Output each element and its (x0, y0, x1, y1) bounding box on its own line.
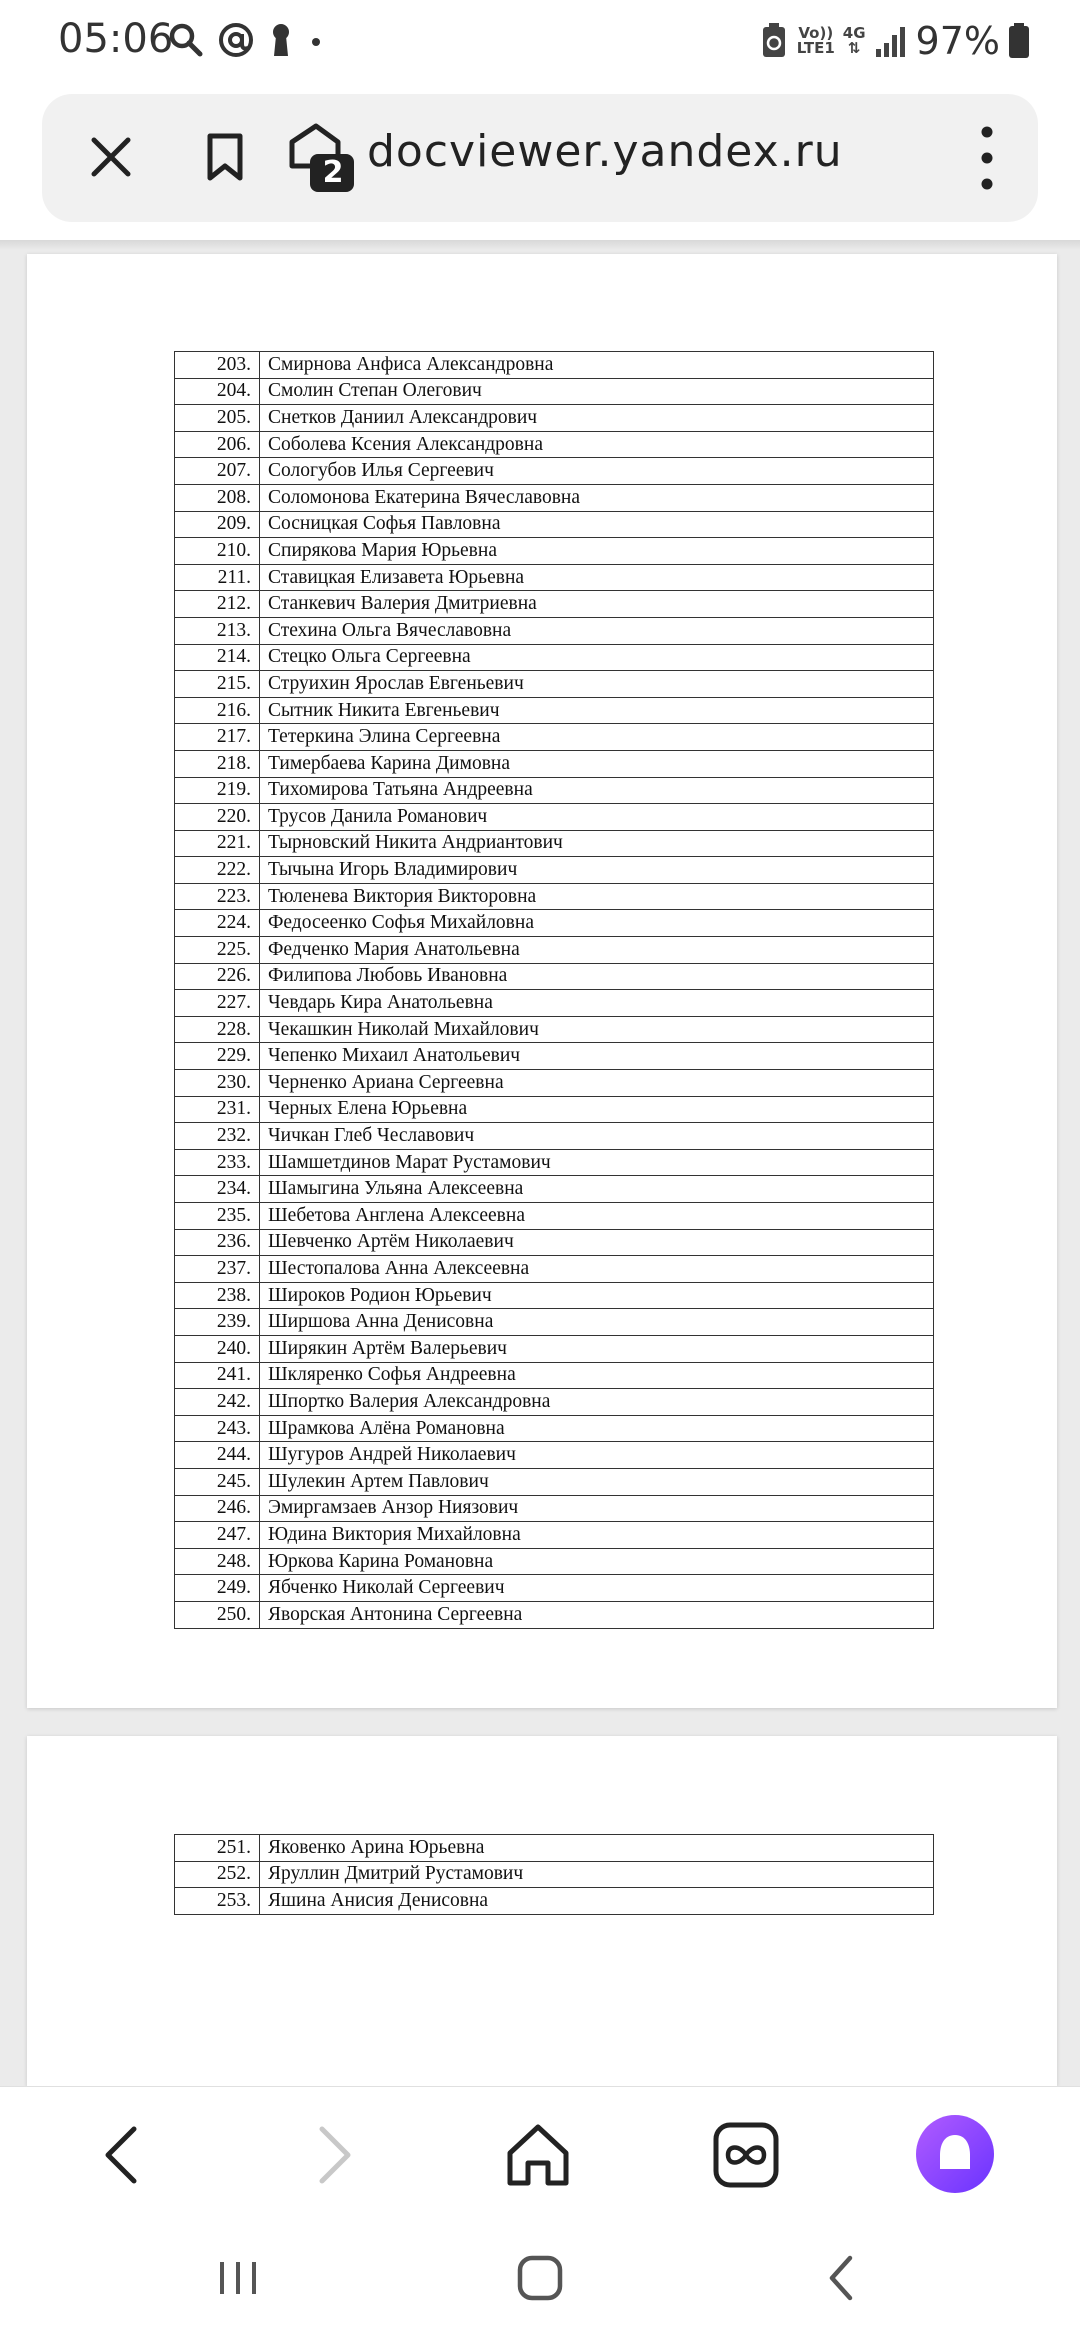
table-row (175, 883, 934, 910)
close-icon[interactable] (78, 124, 144, 190)
battery-saver-icon (759, 21, 789, 61)
row-number: 207. (175, 458, 260, 485)
row-number: 213. (175, 617, 260, 644)
document-page-2 (27, 1736, 1057, 2086)
row-name: Тырновский Никита Андриантович (260, 830, 934, 857)
row-name: Сологубов Илья Сергеевич (260, 458, 934, 485)
tabs-button[interactable] (284, 116, 358, 196)
row-number: 253. (175, 1888, 260, 1915)
status-bar (0, 0, 1080, 84)
row-name: Филипова Любовь Ивановна (260, 963, 934, 990)
row-name: Чевдарь Кира Анатольевна (260, 990, 934, 1017)
row-name: Яруллин Дмитрий Рустамович (260, 1861, 934, 1888)
row-name: Шугуров Андрей Николаевич (260, 1442, 934, 1469)
table-row (175, 405, 934, 432)
row-number: 235. (175, 1203, 260, 1230)
table-row (175, 910, 934, 937)
row-name: Соломонова Екатерина Вячеславовна (260, 484, 934, 511)
row-name: Станкевич Валерия Дмитриевна (260, 591, 934, 618)
search-icon (166, 20, 206, 60)
table-row (175, 1043, 934, 1070)
row-number: 233. (175, 1149, 260, 1176)
back-arrow-icon[interactable] (86, 2117, 162, 2193)
status-time: 05:06 (58, 16, 174, 62)
row-number: 224. (175, 910, 260, 937)
row-number: 237. (175, 1256, 260, 1283)
browser-bottom-nav (0, 2086, 1080, 2214)
battery-icon (1008, 21, 1030, 61)
row-name: Тычына Игорь Владимирович (260, 857, 934, 884)
table-row (175, 378, 934, 405)
alice-glyph-icon (916, 2115, 994, 2193)
table-row (175, 1495, 934, 1522)
row-number: 249. (175, 1575, 260, 1602)
row-name: Шевченко Артём Николаевич (260, 1229, 934, 1256)
table-row (175, 671, 934, 698)
table-row (175, 617, 934, 644)
network-lte-label (797, 26, 835, 56)
more-vertical-icon[interactable] (972, 122, 1002, 194)
table-row (175, 1575, 934, 1602)
row-name: Юдина Виктория Михайловна (260, 1522, 934, 1549)
names-table-page-2 (174, 1834, 934, 1915)
row-name: Тюленева Виктория Викторовна (260, 883, 934, 910)
names-table-page-1 (174, 351, 934, 1629)
table-row (175, 857, 934, 884)
table-row (175, 1522, 934, 1549)
row-number: 214. (175, 644, 260, 671)
keyhole-icon (266, 20, 296, 60)
table-row (175, 1309, 934, 1336)
row-number: 225. (175, 937, 260, 964)
row-number: 252. (175, 1861, 260, 1888)
row-number: 226. (175, 963, 260, 990)
address-bar[interactable] (42, 94, 1038, 222)
row-name: Шрамкова Алёна Романовна (260, 1415, 934, 1442)
row-number: 242. (175, 1389, 260, 1416)
table-row (175, 1229, 934, 1256)
row-name: Смолин Степан Олегович (260, 378, 934, 405)
row-number: 212. (175, 591, 260, 618)
table-row (175, 1123, 934, 1150)
row-number: 204. (175, 378, 260, 405)
row-number: 247. (175, 1522, 260, 1549)
row-name: Смирнова Анфиса Александровна (260, 352, 934, 379)
row-name: Снетков Даниил Александрович (260, 405, 934, 432)
toolbar-shadow (0, 240, 1080, 250)
row-number: 243. (175, 1415, 260, 1442)
table-row (175, 1442, 934, 1469)
data-arrows-icon: ⇅ (847, 39, 861, 57)
table-row (175, 990, 934, 1017)
table-row (175, 1861, 934, 1888)
row-number: 232. (175, 1123, 260, 1150)
row-number: 222. (175, 857, 260, 884)
row-number: 238. (175, 1282, 260, 1309)
data-gen-label (843, 26, 866, 56)
battery-percent: 97% (915, 19, 1000, 63)
row-name: Черненко Ариана Сергеевна (260, 1070, 934, 1097)
row-name: Шамыгина Ульяна Алексеевна (260, 1176, 934, 1203)
row-name: Стехина Ольга Вячеславовна (260, 617, 934, 644)
row-number: 230. (175, 1070, 260, 1097)
row-number: 236. (175, 1229, 260, 1256)
row-name: Яшина Анисия Денисовна (260, 1888, 934, 1915)
row-name: Сосницкая Софья Павловна (260, 511, 934, 538)
row-number: 248. (175, 1548, 260, 1575)
table-row (175, 644, 934, 671)
row-name: Ябченко Николай Сергеевич (260, 1575, 934, 1602)
gen-label: 4G (842, 24, 866, 42)
row-name: Федосеенко Софья Михайловна (260, 910, 934, 937)
lte-label: LTE1 (796, 39, 835, 57)
row-number: 217. (175, 724, 260, 751)
row-name: Шамшетдинов Марат Рустамович (260, 1149, 934, 1176)
dot-icon (306, 20, 326, 60)
row-number: 239. (175, 1309, 260, 1336)
row-number: 203. (175, 352, 260, 379)
table-row (175, 1888, 934, 1915)
row-number: 206. (175, 431, 260, 458)
row-name: Спирякова Мария Юрьевна (260, 538, 934, 565)
row-name: Шкляренко Софья Андреевна (260, 1362, 934, 1389)
table-row (175, 724, 934, 751)
row-name: Эмиргамзаев Анзор Ниязович (260, 1495, 934, 1522)
table-row (175, 697, 934, 724)
table-row (175, 1389, 934, 1416)
table-row (175, 804, 934, 831)
table-row (175, 1468, 934, 1495)
row-number: 221. (175, 830, 260, 857)
table-row (175, 1835, 934, 1862)
row-number: 241. (175, 1362, 260, 1389)
row-name: Тетеркина Элина Сергеевна (260, 724, 934, 751)
tab-count: 2 (322, 155, 344, 190)
table-row (175, 431, 934, 458)
table-row (175, 1362, 934, 1389)
table-row (175, 1096, 934, 1123)
row-number: 216. (175, 697, 260, 724)
table-row (175, 1256, 934, 1283)
row-name: Шулекин Артем Павлович (260, 1468, 934, 1495)
table-row (175, 458, 934, 485)
table-row (175, 538, 934, 565)
row-number: 208. (175, 484, 260, 511)
row-number: 234. (175, 1176, 260, 1203)
table-row (175, 352, 934, 379)
alice-assistant-icon[interactable] (916, 2115, 994, 2193)
row-name: Федченко Мария Анатольевна (260, 937, 934, 964)
row-number: 244. (175, 1442, 260, 1469)
browser-toolbar (0, 84, 1080, 240)
table-row (175, 511, 934, 538)
row-name: Широков Родион Юрьевич (260, 1282, 934, 1309)
row-number: 223. (175, 883, 260, 910)
row-number: 220. (175, 804, 260, 831)
table-row (175, 1176, 934, 1203)
row-number: 245. (175, 1468, 260, 1495)
row-name: Струихин Ярослав Евгеньевич (260, 671, 934, 698)
row-number: 218. (175, 750, 260, 777)
url-text[interactable]: docviewer.yandex.ru (367, 126, 843, 177)
home-system-icon[interactable] (510, 2248, 570, 2308)
table-row (175, 937, 934, 964)
table-row (175, 1070, 934, 1097)
table-row (175, 591, 934, 618)
table-row (175, 1016, 934, 1043)
system-nav-bar (0, 2214, 1080, 2340)
signal-icon (874, 21, 908, 61)
row-number: 229. (175, 1043, 260, 1070)
row-number: 227. (175, 990, 260, 1017)
row-name: Чичкан Глеб Чеславович (260, 1123, 934, 1150)
row-number: 228. (175, 1016, 260, 1043)
status-system-icons (759, 18, 1030, 64)
row-name: Соболева Ксения Александровна (260, 431, 934, 458)
row-name: Яковенко Арина Юрьевна (260, 1835, 934, 1862)
table-row (175, 1282, 934, 1309)
table-row (175, 750, 934, 777)
table-row (175, 1601, 934, 1628)
row-name: Шпортко Валерия Александровна (260, 1389, 934, 1416)
row-name: Тихомирова Татьяна Андреевна (260, 777, 934, 804)
row-name: Яворская Антонина Сергеевна (260, 1601, 934, 1628)
table-row (175, 1415, 934, 1442)
table-row (175, 1335, 934, 1362)
row-name: Шебетова Англена Алексеевна (260, 1203, 934, 1230)
row-name: Чекашкин Николай Михайлович (260, 1016, 934, 1043)
table-row (175, 484, 934, 511)
row-name: Черных Елена Юрьевна (260, 1096, 934, 1123)
row-number: 231. (175, 1096, 260, 1123)
status-notification-icons (166, 18, 326, 62)
row-name: Юркова Карина Романовна (260, 1548, 934, 1575)
row-name: Тимербаева Карина Димовна (260, 750, 934, 777)
row-number: 219. (175, 777, 260, 804)
row-number: 246. (175, 1495, 260, 1522)
table-row (175, 1149, 934, 1176)
row-name: Стецко Ольга Сергеевна (260, 644, 934, 671)
recent-apps-icon[interactable] (208, 2248, 268, 2308)
row-name: Шестопалова Анна Алексеевна (260, 1256, 934, 1283)
table-row (175, 1548, 934, 1575)
row-number: 205. (175, 405, 260, 432)
row-name: Сытник Никита Евгеньевич (260, 697, 934, 724)
table-row (175, 963, 934, 990)
back-system-icon[interactable] (812, 2248, 872, 2308)
row-number: 250. (175, 1601, 260, 1628)
row-name: Ширшова Анна Денисовна (260, 1309, 934, 1336)
table-row (175, 830, 934, 857)
row-number: 211. (175, 564, 260, 591)
row-number: 210. (175, 538, 260, 565)
row-number: 209. (175, 511, 260, 538)
row-name: Ставицкая Елизавета Юрьевна (260, 564, 934, 591)
row-name: Ширякин Артём Валерьевич (260, 1335, 934, 1362)
tab-switcher-icon[interactable] (708, 2117, 784, 2193)
at-sign-icon (216, 20, 256, 60)
document-page-1 (27, 254, 1057, 1708)
row-name: Трусов Данила Романович (260, 804, 934, 831)
row-number: 215. (175, 671, 260, 698)
row-number: 251. (175, 1835, 260, 1862)
row-name: Чепенко Михаил Анатольевич (260, 1043, 934, 1070)
volte-label: Vo)) (798, 24, 834, 42)
table-row (175, 1203, 934, 1230)
table-row (175, 777, 934, 804)
table-row (175, 564, 934, 591)
row-number: 240. (175, 1335, 260, 1362)
forward-arrow-icon[interactable] (294, 2117, 370, 2193)
home-icon[interactable] (500, 2117, 576, 2193)
bookmark-icon[interactable] (192, 124, 258, 190)
